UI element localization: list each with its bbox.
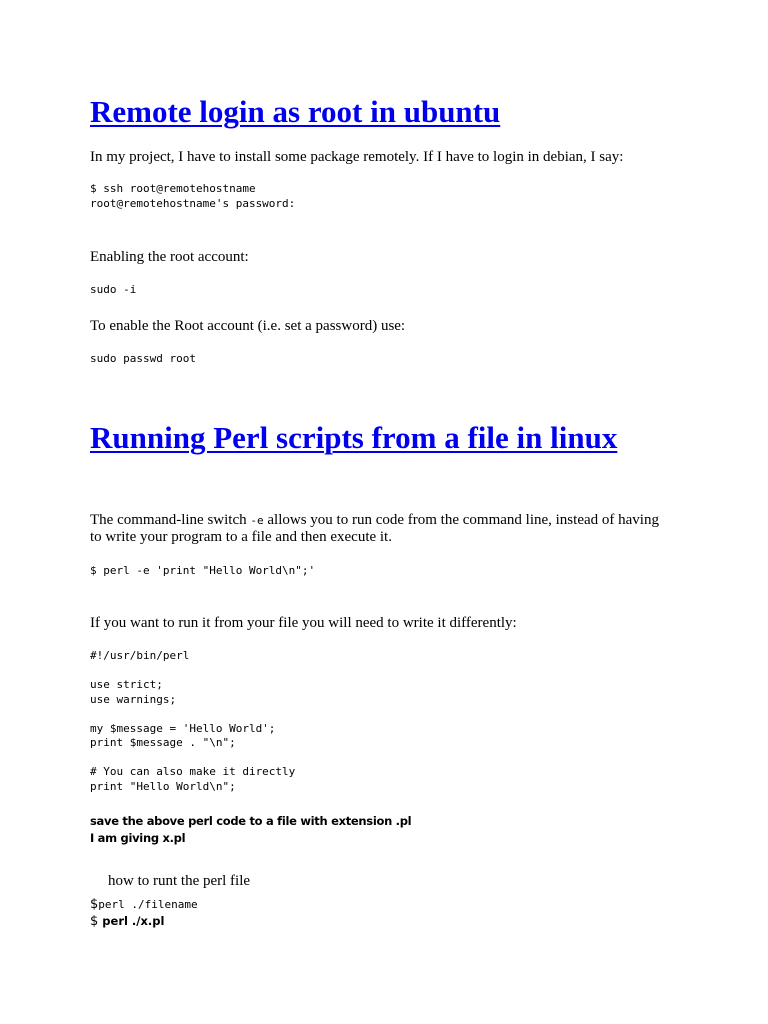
write-file-paragraph: If you want to run it from your file you will need to write it differently: bbox=[90, 615, 517, 631]
post-title-remote-login[interactable]: Remote login as root in ubuntu bbox=[90, 94, 501, 129]
run-command-line2 bbox=[90, 913, 164, 930]
intro-text-part1: The command-line switch bbox=[90, 512, 251, 528]
inline-code-e-switch: -e bbox=[250, 514, 264, 527]
run-command-xpl: perl ./x.pl bbox=[98, 914, 165, 928]
post-title-perl-scripts[interactable]: Running Perl scripts from a file in linux bbox=[90, 420, 618, 455]
prompt-symbol: $ bbox=[90, 914, 99, 929]
sudo-i-code-block: sudo -i bbox=[90, 283, 137, 296]
save-note-line1: save the above perl code to a file with extension .pl bbox=[90, 814, 412, 828]
enable-root-paragraph: Enabling the root account: bbox=[90, 249, 249, 265]
command-line-switch-paragraph-line2: to write your program to a file and then execute it. bbox=[90, 529, 392, 545]
how-to-run-paragraph: how to runt the perl file bbox=[108, 873, 251, 889]
ssh-code-block: $ ssh root@remotehostname root@remotehostname's password: bbox=[90, 182, 296, 210]
run-command-line1 bbox=[90, 896, 198, 913]
set-password-paragraph: To enable the Root account (i.e. set a password) use: bbox=[90, 318, 406, 334]
perl-script-code-block: #!/usr/bin/perl use strict; use warnings; my $message = 'Hello World'; print $message . "\n"; # You can also make it directly print "Hello World\n"; bbox=[90, 649, 296, 793]
run-command-filename: perl ./filename bbox=[98, 898, 198, 911]
intro-text-part2: allows you to run code from the command line, instead of having bbox=[263, 512, 659, 528]
perl-e-code-block: $ perl -e 'print "Hello World\n";' bbox=[90, 564, 316, 577]
save-note-line2: I am giving x.pl bbox=[90, 831, 186, 845]
intro-paragraph: In my project, I have to install some package remotely. If I have to login in debian, I say: bbox=[90, 149, 624, 165]
sudo-passwd-code-block: sudo passwd root bbox=[90, 352, 196, 365]
prompt-symbol: $ bbox=[90, 897, 99, 912]
